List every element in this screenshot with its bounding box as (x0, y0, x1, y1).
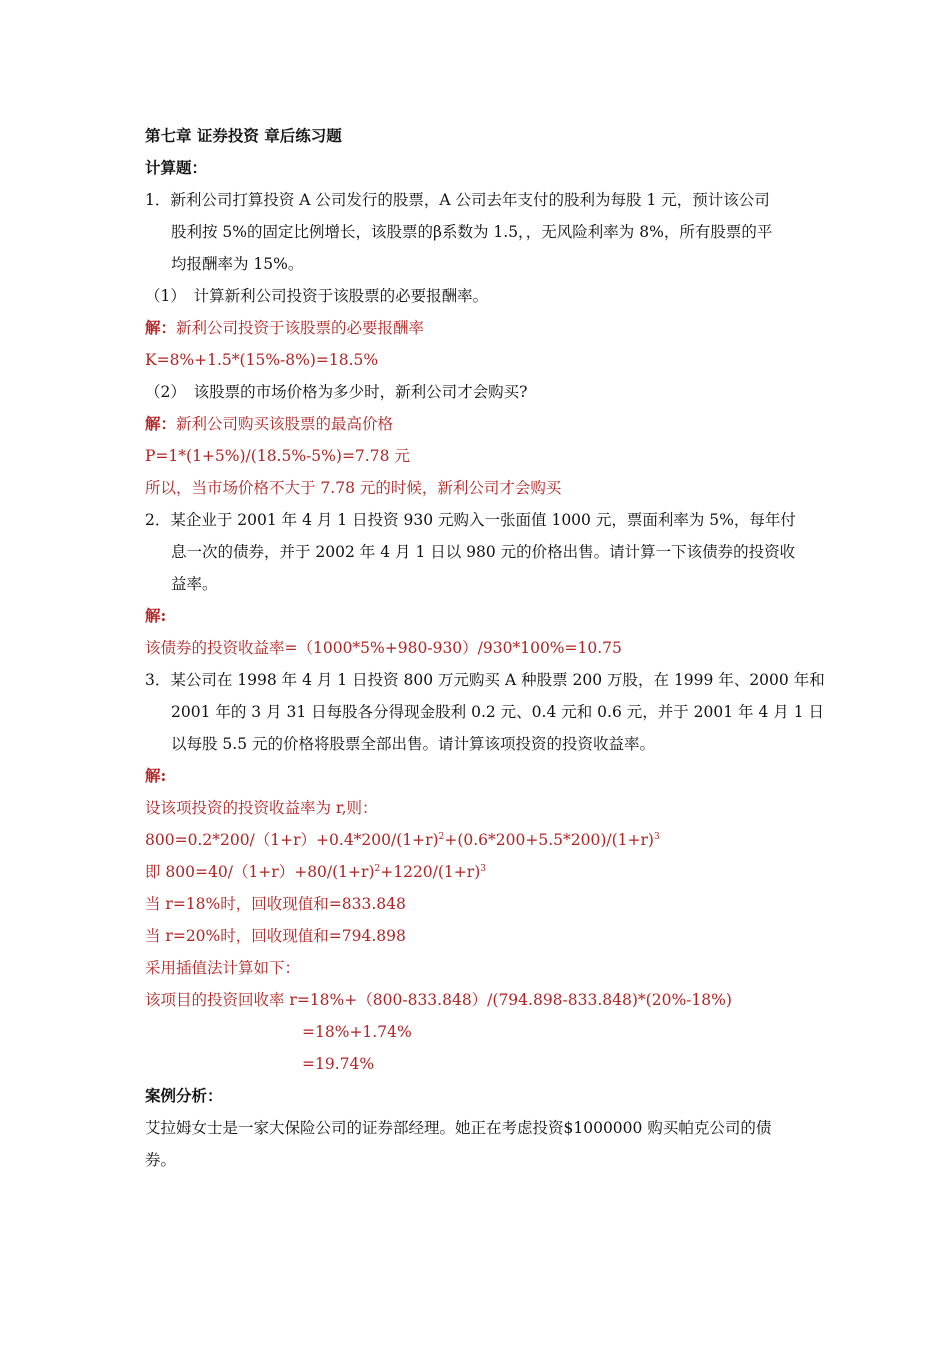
answer-text: 新利公司购买该股票的最高价格 (176, 415, 394, 433)
q3-answer-line-1: 设该项投资的投资收益率为 r,则： (145, 799, 378, 817)
q1-line-1: 1．新利公司打算投资 A 公司发行的股票，A 公司去年支付的股利为每股 1 元，预计该公司 (145, 191, 770, 209)
q3-line-2: 2001 年的 3 月 31 日每股各分得现金股利 0.2 元、0.4 元和 0.6 元，并于 2001 年 4 月 1 日 (171, 703, 824, 721)
formula-part: +1220/(1+r) (380, 863, 481, 881)
q1-sub-question-1: （1） 计算新利公司投资于该股票的必要报酬率。 (145, 287, 489, 305)
q1-line-3: 均报酬率为 15%。 (171, 255, 304, 273)
q3-answer-line-8: =18%+1.74% (302, 1023, 412, 1041)
formula-part: 即 800=40/（1+r）+80/(1+r) (145, 863, 375, 881)
q3-answer-label: 解: (145, 766, 167, 785)
q1-answer-2 (145, 413, 393, 435)
superscript: 3 (480, 863, 486, 874)
case-line-1: 艾拉姆女士是一家大保险公司的证券部经理。她正在考虑投资$1000000 购买帕克公司的债 (145, 1119, 772, 1137)
answer-label: 解： (145, 414, 177, 433)
q2-line-3: 益率。 (171, 575, 218, 593)
q3-line-1: 3．某公司在 1998 年 4 月 1 日投资 800 万元购买 A 种股票 200 万股，在 1999 年、2000 年和 (145, 671, 825, 689)
superscript: 2 (374, 863, 381, 874)
q3-answer-line-3 (145, 861, 486, 883)
q1-sub-question-2: （2） 该股票的市场价格为多少时，新利公司才会购买? (145, 383, 528, 401)
case-analysis-heading: 案例分析： (145, 1086, 223, 1105)
formula-part: 800=0.2*200/（1+r）+0.4*200/(1+r) (145, 831, 439, 849)
section-calc-heading: 计算题： (145, 158, 208, 177)
q3-answer-line-7: 该项目的投资回收率 r=18%+（800-833.848）/(794.898-833.848)*(20%-18%) (145, 991, 732, 1009)
answer-label: 解： (145, 318, 177, 337)
q1-answer-1 (145, 317, 424, 339)
q3-answer-line-2 (145, 829, 660, 851)
q1-answer-1-formula: K=8%+1.5*(15%-8%)=18.5% (145, 351, 379, 369)
superscript: 2 (438, 831, 445, 842)
q3-answer-line-5: 当 r=20%时，回收现值和=794.898 (145, 927, 406, 945)
superscript: 3 (653, 831, 660, 842)
q2-line-2: 息一次的债券，并于 2002 年 4 月 1 日以 980 元的价格出售。请计算一下该债券的投资收 (171, 543, 796, 561)
q1-line-2: 股利按 5%的固定比例增长，该股票的β系数为 1.5，，无风险利率为 8%，所有股票的平 (171, 223, 773, 241)
formula-part: +(0.6*200+5.5*200)/(1+r) (444, 831, 654, 849)
q3-answer-line-9: =19.74% (302, 1055, 375, 1073)
q1-answer-2-conclusion: 所以，当市场价格不大于 7.78 元的时候，新利公司才会购买 (145, 479, 562, 497)
q2-line-1: 2．某企业于 2001 年 4 月 1 日投资 930 元购入一张面值 1000 元，票面利率为 5%，每年付 (145, 511, 796, 529)
q3-line-3: 以每股 5.5 元的价格将股票全部出售。请计算该项投资的投资收益率。 (171, 735, 656, 753)
q1-answer-2-formula: P=1*(1+5%)/(18.5%-5%)=7.78 元 (145, 447, 410, 465)
q3-answer-line-4: 当 r=18%时，回收现值和=833.848 (145, 895, 406, 913)
q2-answer-formula: 该债券的投资收益率=（1000*5%+980-930）/930*100%=10.75 (145, 639, 622, 657)
chapter-title: 第七章 证券投资 章后练习题 (145, 126, 342, 145)
answer-text: 新利公司投资于该股票的必要报酬率 (176, 319, 425, 337)
case-line-2: 券。 (145, 1151, 177, 1169)
q3-answer-line-6: 采用插值法计算如下： (145, 959, 301, 977)
q2-answer-label: 解: (145, 606, 167, 625)
